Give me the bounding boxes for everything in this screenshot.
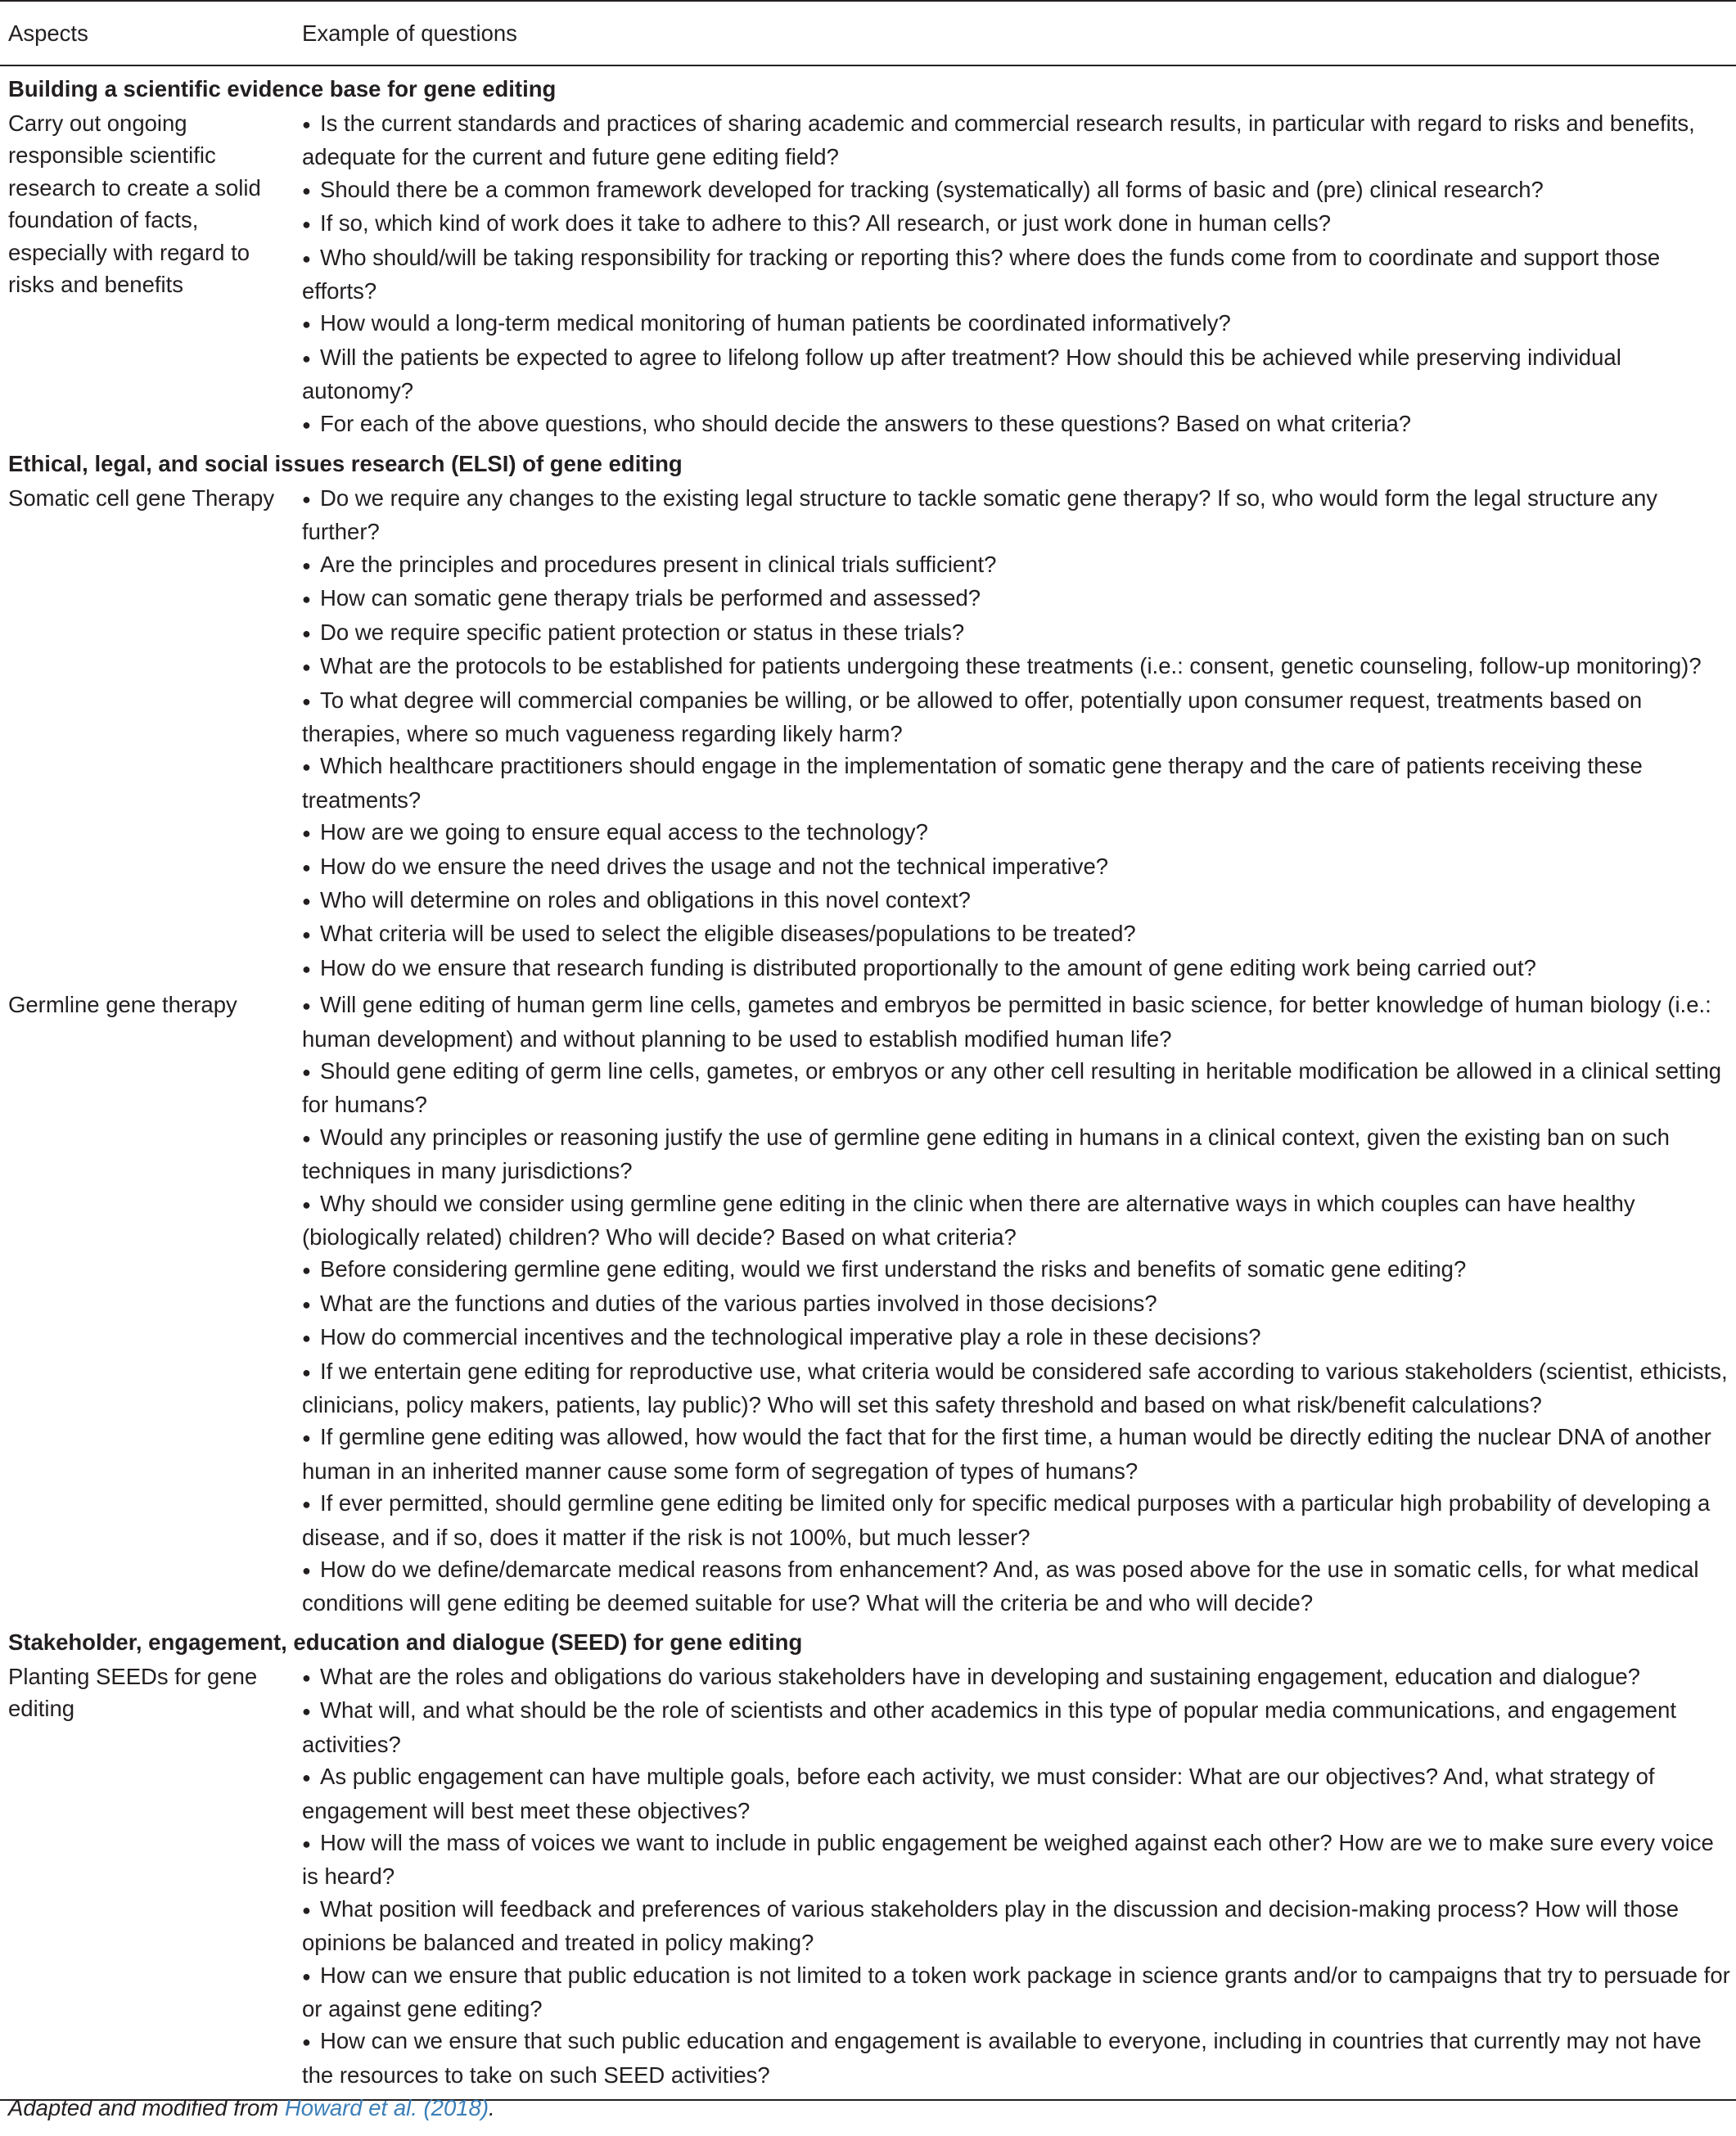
header-example-questions: Example of questions — [300, 1, 1736, 65]
question-text: What will, and what should be the role of scientists and other academics in this type of popular media communications, and engagement activities? — [302, 1697, 1677, 1757]
table-row — [0, 1657, 1736, 2100]
question-text: For each of the above questions, who should decide the answers to these questions? Based on what criteria? — [320, 410, 1412, 436]
list-item — [300, 684, 1736, 750]
section-title: Stakeholder, engagement, education and dialogue (SEED) for gene editing — [8, 1629, 803, 1655]
question-text: How will the mass of voices we want to include in public engagement be weighed against each other? How are we to make sure every voice is heard? — [302, 1829, 1714, 1890]
bullet-icon: ● — [302, 1196, 311, 1213]
bullet-icon: ● — [302, 998, 311, 1015]
list-item — [300, 1827, 1736, 1893]
bullet-icon: ● — [302, 1835, 311, 1852]
bullet-icon: ● — [302, 892, 311, 909]
section-row — [0, 441, 1736, 479]
question-text: If so, which kind of work does it take to adhere to this? All research, or just work done in human cells? — [320, 210, 1332, 237]
bullet-icon: ● — [302, 316, 311, 333]
list-item — [300, 1487, 1736, 1553]
bullet-icon: ● — [302, 591, 311, 608]
footnote-reference-link[interactable]: Howard et al. (2018) — [284, 2095, 489, 2120]
bullet-icon: ● — [302, 825, 311, 842]
list-item — [300, 884, 1736, 917]
table-header-row — [0, 1, 1736, 65]
question-text: If ever permitted, should germline gene editing be limited only for specific medical purposes with a particular high probability of developing a disease, and if so, does it matter if the risk is not 100%, but much lesser? — [302, 1490, 1711, 1550]
question-text: Should there be a common framework developed for tracking (systematically) all forms of basic and (pre) clinical research? — [320, 176, 1544, 202]
bullet-icon: ● — [302, 1296, 311, 1313]
question-text: Who will determine on roles and obligations in this novel context? — [320, 886, 971, 913]
bullet-icon: ● — [302, 349, 311, 367]
list-item — [300, 1694, 1736, 1760]
question-text: Do we require any changes to the existing legal structure to tackle somatic gene therapy? If so, who would form the legal structure any further? — [302, 485, 1658, 545]
question-text: How do commercial incentives and the technological imperative play a role in these decisions? — [320, 1324, 1261, 1350]
question-text: How can somatic gene therapy trials be performed and assessed? — [320, 585, 981, 611]
header-aspects: Aspects — [0, 1, 300, 65]
aspect-cell: Planting SEEDs for gene editing — [0, 1657, 300, 2100]
question-text: How can we ensure that public education is not limited to a token work package in science grants and/or to campaigns that try to persuade for or against gene editing? — [302, 1962, 1730, 2021]
question-text: How do we define/demarcate medical reasons from enhancement? And, as was posed above for the use in somatic cells, for what medical conditions will gene editing be deemed suitable for use? What will the criteria be and who will decide? — [302, 1557, 1699, 1616]
question-text: Why should we consider using germline gene editing in the clinic when there are alternative ways in which couples can have healthy (biologically related) children? Who will decide? Based on what criteria? — [302, 1190, 1635, 1250]
question-text: Which healthcare practitioners should engage in the implementation of somatic gene therapy and the care of patients receiving these treatments? — [302, 753, 1643, 813]
bullet-icon: ● — [302, 1262, 311, 1279]
question-text: How can we ensure that such public education and engagement is available to everyone, including in countries that currently may not have the resources to take on such SEED activities? — [302, 2028, 1702, 2088]
questions-cell — [300, 479, 1736, 985]
question-list — [300, 107, 1736, 441]
list-item — [300, 482, 1736, 548]
bullet-icon: ● — [302, 116, 311, 133]
question-text: Would any principles or reasoning justify the use of germline gene editing in humans in a clinical context, given the existing ban on such techniques in many jurisdictions? — [302, 1124, 1670, 1184]
list-item — [300, 1553, 1736, 1620]
questions-cell — [300, 985, 1736, 1620]
list-item — [300, 850, 1736, 884]
section-row — [0, 65, 1736, 104]
list-item — [300, 750, 1736, 816]
list-item — [300, 207, 1736, 241]
bullet-icon: ● — [302, 858, 311, 876]
bullet-icon: ● — [302, 1967, 311, 1985]
bullet-icon: ● — [302, 557, 311, 574]
list-item — [300, 1893, 1736, 1959]
list-item — [300, 1121, 1736, 1187]
question-text: What are the functions and duties of the various parties involved in those decisions? — [320, 1290, 1157, 1316]
question-text: How do we ensure that research funding is distributed proportionally to the amount of gene editing work being carried out? — [320, 954, 1536, 980]
question-text: How are we going to ensure equal access to the technology? — [320, 819, 928, 845]
list-item — [300, 1321, 1736, 1354]
list-item — [300, 548, 1736, 582]
list-item — [300, 1959, 1736, 2026]
bullet-icon: ● — [302, 1669, 311, 1686]
bullet-icon: ● — [302, 1562, 311, 1579]
list-item — [300, 1287, 1736, 1321]
bullet-icon: ● — [302, 1063, 311, 1080]
bullet-icon: ● — [302, 2034, 311, 2051]
list-item — [300, 2025, 1736, 2091]
question-list — [300, 989, 1736, 1620]
list-item — [300, 650, 1736, 683]
questions-cell — [300, 104, 1736, 441]
bullet-icon: ● — [302, 1363, 311, 1381]
list-item — [300, 1760, 1736, 1827]
question-text: What are the roles and obligations do various stakeholders have in developing and sustaining engagement, education and dialogue? — [320, 1663, 1640, 1689]
question-text: Will the patients be expected to agree to lifelong follow up after treatment? How should this be achieved while preserving individual autonomy? — [302, 344, 1621, 404]
question-text: To what degree will commercial companies be willing, or be allowed to offer, potentially upon consumer request, treatments based on therapies, where so much vagueness regarding likely harm? — [302, 687, 1643, 746]
list-item — [300, 1661, 1736, 1694]
list-item — [300, 341, 1736, 408]
questions-cell — [300, 1657, 1736, 2100]
list-item — [300, 989, 1736, 1055]
bullet-icon: ● — [302, 624, 311, 642]
bullet-icon: ● — [302, 759, 311, 776]
question-text: What are the protocols to be established for patients undergoing these treatments (i.e.: consent, genetic counseling, follow-up monitoring)? — [320, 653, 1702, 679]
footnote-suffix: . — [489, 2095, 495, 2120]
question-text: Is the current standards and practices of sharing academic and commercial research results, in particular with regard to risks and benefits, adequate for the current and future gene editing field? — [302, 110, 1695, 170]
list-item — [300, 408, 1736, 441]
list-item — [300, 1055, 1736, 1121]
bullet-icon: ● — [302, 416, 311, 433]
list-item — [300, 582, 1736, 615]
bullet-icon: ● — [302, 216, 311, 233]
list-item — [300, 241, 1736, 308]
table-body — [0, 65, 1736, 2100]
question-text: What criteria will be used to select the eligible diseases/populations to be treated? — [320, 921, 1136, 947]
bullet-icon: ● — [302, 692, 311, 710]
question-text: If we entertain gene editing for reproductive use, what criteria would be considered safe according to various stakeholders (scientist, ethicists, clinicians, policy makers, patients, lay public)? Who will set this safety threshold and based on what risk/benefit calculations? — [302, 1358, 1728, 1418]
list-item — [300, 917, 1736, 951]
bullet-icon: ● — [302, 250, 311, 267]
bullet-icon: ● — [302, 1129, 311, 1147]
bullet-icon: ● — [302, 1496, 311, 1513]
bullet-icon: ● — [302, 1703, 311, 1720]
list-item — [300, 1355, 1736, 1422]
question-text: What position will feedback and preferences of various stakeholders play in the discussion and decision-making process? How will those opinions be balanced and treated in policy making? — [302, 1895, 1680, 1956]
question-text: If germline gene editing was allowed, how would the fact that for the first time, a human would be directly editing the nuclear DNA of another human in an inherited manner cause some form of segregation of types of humans? — [302, 1424, 1711, 1484]
question-text: Who should/will be taking responsibility for tracking or reporting this? where does the funds come from to coordinate and support those efforts? — [302, 244, 1661, 304]
bullet-icon: ● — [302, 1330, 311, 1347]
aspect-cell: Somatic cell gene Therapy — [8, 485, 275, 511]
aspect-cell: Carry out ongoing responsible scientific research to create a solid foundation of facts, especially with regard to risks and benefits — [8, 110, 261, 298]
table-row — [0, 104, 1736, 441]
question-text: Will gene editing of human germ line cells, gametes and embryos be permitted in basic science, for better knowledge of human biology (i.e.: human development) and without planning to be used to establish modified human life? — [302, 992, 1711, 1052]
list-item — [300, 307, 1736, 340]
question-list — [300, 482, 1736, 985]
section-title: Building a scientific evidence base for gene editing — [8, 76, 557, 101]
list-item — [300, 952, 1736, 985]
question-text: Before considering germline gene editing, would we first understand the risks and benefits of somatic gene editing? — [320, 1256, 1467, 1282]
question-list — [300, 1661, 1736, 2091]
question-text: How would a long-term medical monitoring of human patients be coordinated informatively? — [320, 310, 1231, 336]
list-item — [300, 1187, 1736, 1254]
bullet-icon: ● — [302, 491, 311, 508]
list-item — [300, 1421, 1736, 1487]
question-text: As public engagement can have multiple goals, before each activity, we must consider: What are our objectives? And, what strategy of engagement will best meet these objectives? — [302, 1764, 1655, 1823]
bullet-icon: ● — [302, 1901, 311, 1918]
bullet-icon: ● — [302, 1769, 311, 1787]
bullet-icon: ● — [302, 1430, 311, 1447]
bullet-icon: ● — [302, 960, 311, 977]
question-text: Do we require specific patient protection or status in these trials? — [320, 619, 965, 645]
list-item — [300, 816, 1736, 849]
table-footnote — [8, 2095, 495, 2121]
bullet-icon: ● — [302, 926, 311, 944]
list-item — [300, 1253, 1736, 1287]
bullet-icon: ● — [302, 659, 311, 676]
bullet-icon: ● — [302, 182, 311, 199]
list-item — [300, 616, 1736, 650]
list-item — [300, 107, 1736, 173]
section-title: Ethical, legal, and social issues research (ELSI) of gene editing — [8, 451, 683, 477]
table-row — [0, 985, 1736, 1620]
footnote-prefix: Adapted and modified from — [8, 2095, 279, 2120]
list-item — [300, 173, 1736, 207]
question-text: How do we ensure the need drives the usage and not the technical imperative? — [320, 853, 1109, 879]
question-text: Should gene editing of germ line cells, gametes, or embryos or any other cell resulting in heritable modification be allowed in a clinical setting for humans? — [302, 1057, 1722, 1118]
table-row — [0, 479, 1736, 985]
question-text: Are the principles and procedures present in clinical trials sufficient? — [320, 551, 997, 577]
aspect-cell: Germline gene therapy — [8, 992, 237, 1018]
section-row — [0, 1620, 1736, 1657]
